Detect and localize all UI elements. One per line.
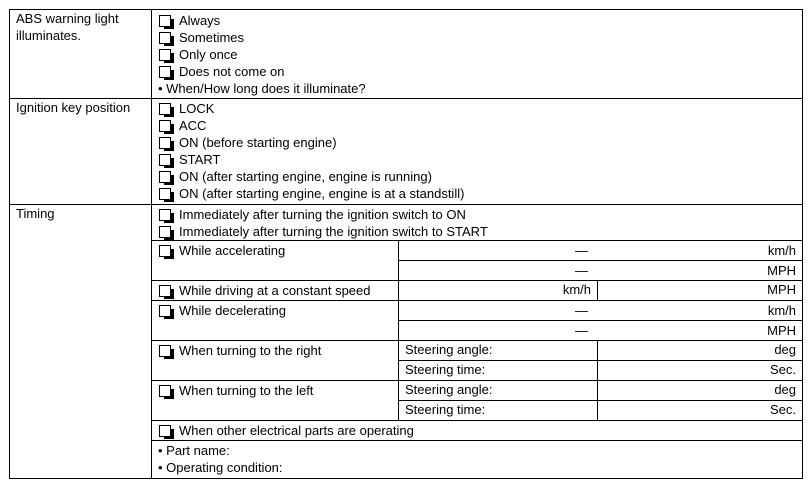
checkbox-icon[interactable]	[159, 103, 171, 115]
timing-after-start-option[interactable]: Immediately after turning the ignition switch to START	[158, 223, 796, 240]
checkbox-icon[interactable]	[159, 137, 171, 149]
checkbox-icon[interactable]	[159, 120, 171, 132]
checkbox-icon[interactable]	[159, 345, 171, 357]
checkbox-icon[interactable]	[159, 305, 171, 317]
accelerating-cell	[152, 241, 399, 281]
abs-warning-row	[10, 10, 803, 99]
timing-label: Timing	[10, 205, 152, 479]
timing-immediate-options	[152, 205, 803, 241]
turn-right-angle-field[interactable]: deg	[598, 341, 803, 361]
accelerating-mph-field[interactable]: — MPH	[399, 261, 803, 281]
constant-speed-cell	[152, 281, 399, 301]
checkbox-icon[interactable]	[159, 385, 171, 397]
decelerating-mph-field[interactable]: — MPH	[399, 321, 803, 341]
ignition-on-before-option[interactable]: ON (before starting engine)	[158, 134, 796, 151]
constant-mph-field[interactable]: MPH	[598, 281, 803, 301]
ignition-lock-option[interactable]: LOCK	[158, 100, 796, 117]
checkbox-icon[interactable]	[159, 188, 171, 200]
while-decelerating-option[interactable]: While decelerating	[158, 302, 392, 319]
checkbox-icon[interactable]	[159, 15, 171, 27]
checkbox-icon[interactable]	[159, 49, 171, 61]
abs-always-option[interactable]: Always	[158, 12, 796, 29]
checkbox-icon[interactable]	[159, 285, 171, 297]
symptom-table	[9, 9, 803, 479]
turn-left-angle-label: Steering angle:	[399, 381, 598, 401]
turn-right-time-label: Steering time:	[399, 361, 598, 381]
part-info-cell	[152, 441, 803, 479]
ignition-on-running-option[interactable]: ON (after starting engine, engine is running)	[158, 168, 796, 185]
ignition-on-standstill-option[interactable]: ON (after starting engine, engine is at a standstill)	[158, 185, 796, 202]
timing-row	[10, 205, 803, 241]
electrical-cell	[152, 421, 803, 441]
accelerating-kmh-field[interactable]: — km/h	[399, 241, 803, 261]
abs-does-not-come-on-option[interactable]: Does not come on	[158, 63, 796, 80]
turn-left-cell	[152, 381, 399, 421]
while-accelerating-option[interactable]: While accelerating	[158, 242, 392, 259]
checkbox-icon[interactable]	[159, 425, 171, 437]
turning-left-option[interactable]: When turning to the left	[158, 382, 392, 399]
constant-speed-option[interactable]: While driving at a constant speed	[158, 282, 392, 299]
checkbox-icon[interactable]	[159, 209, 171, 221]
timing-after-on-option[interactable]: Immediately after turning the ignition switch to ON	[158, 206, 796, 223]
checkbox-icon[interactable]	[159, 32, 171, 44]
part-name-field[interactable]: • Part name:	[158, 443, 230, 458]
turn-left-time-label: Steering time:	[399, 401, 598, 421]
checkbox-icon[interactable]	[159, 245, 171, 257]
ignition-start-option[interactable]: START	[158, 151, 796, 168]
abs-sometimes-option[interactable]: Sometimes	[158, 29, 796, 46]
abs-illumination-note: • When/How long does it illuminate?	[158, 81, 366, 96]
turn-left-time-field[interactable]: Sec.	[598, 401, 803, 421]
ignition-acc-option[interactable]: ACC	[158, 117, 796, 134]
ignition-label: Ignition key position	[10, 99, 152, 205]
operating-condition-field[interactable]: • Operating condition:	[158, 460, 283, 475]
turn-left-angle-field[interactable]: deg	[598, 381, 803, 401]
ignition-row	[10, 99, 803, 205]
ignition-options	[152, 99, 803, 205]
decelerating-cell	[152, 301, 399, 341]
abs-warning-label: ABS warning light illuminates.	[10, 10, 152, 99]
turn-right-time-field[interactable]: Sec.	[598, 361, 803, 381]
other-electrical-option[interactable]: When other electrical parts are operating	[158, 422, 796, 439]
checkbox-icon[interactable]	[159, 171, 171, 183]
turning-right-option[interactable]: When turning to the right	[158, 342, 392, 359]
turn-right-cell	[152, 341, 399, 381]
decelerating-kmh-field[interactable]: — km/h	[399, 301, 803, 321]
checkbox-icon[interactable]	[159, 154, 171, 166]
checkbox-icon[interactable]	[159, 226, 171, 238]
constant-kmh-field[interactable]: km/h	[399, 281, 598, 301]
abs-only-once-option[interactable]: Only once	[158, 46, 796, 63]
checkbox-icon[interactable]	[159, 66, 171, 78]
abs-warning-options	[152, 10, 803, 99]
turn-right-angle-label: Steering angle:	[399, 341, 598, 361]
